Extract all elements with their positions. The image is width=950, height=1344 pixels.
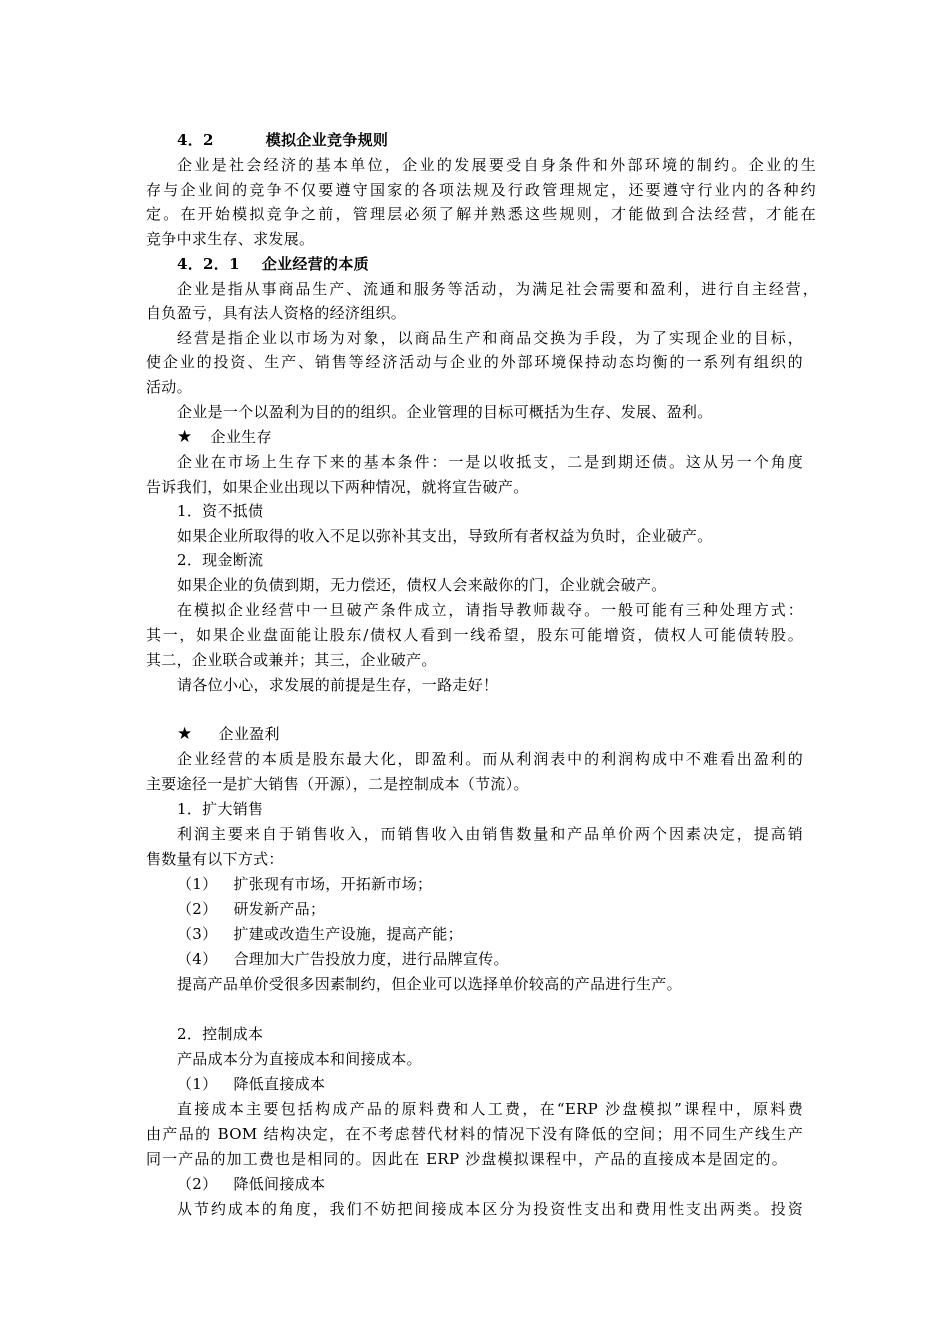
list-heading: 2．现金断流	[177, 551, 264, 569]
list-heading: 1．扩大销售	[177, 800, 264, 818]
paragraph-line: 企业是指从事商品生产、流通和服务等活动，为满足社会需要和盈利，进行自主经营，	[177, 280, 818, 298]
paragraph-line: 活动。	[146, 378, 192, 396]
paragraph-line: 由产品的 BOM 结构决定，在不考虑替代材料的情况下没有降低的空间；用不同生产线生产	[146, 1125, 803, 1143]
star-icon: ★	[177, 724, 193, 744]
list-item: （1） 扩张现有市场，开拓新市场；	[177, 875, 433, 893]
survival-heading	[177, 427, 272, 447]
paragraph-line: 使企业的投资、生产、销售等经济活动与企业的外部环境保持动态均衡的一系列有组织的	[146, 353, 803, 371]
star-icon: ★	[177, 427, 193, 447]
section-title: 模拟企业竞争规则	[265, 131, 389, 149]
paragraph-line: 直接成本主要包括构成产品的原料费和人工费，在“ERP 沙盘模拟”课程中，原料费	[177, 1100, 803, 1118]
profit-title: 企业盈利	[218, 725, 280, 743]
paragraph-line: 同一产品的加工费也是相同的。因此在 ERP 沙盘模拟课程中，产品的直接成本是固定的。	[146, 1150, 787, 1168]
paragraph-line: 利润主要来自于销售收入，而销售收入由销售数量和产品单价两个因素决定，提高销	[177, 825, 803, 843]
paragraph-line: 自负盈亏，具有法人资格的经济组织。	[146, 304, 407, 322]
paragraph-line: 如果企业所取得的收入不足以弥补其支出，导致所有者权益为负时，企业破产。	[177, 527, 713, 545]
survival-title: 企业生存	[210, 428, 272, 446]
list-item: （2） 降低间接成本	[177, 1175, 326, 1193]
list-heading: 1．资不抵债	[177, 502, 264, 520]
paragraph-line: 其一，如果企业盘面能让股东/债权人看到一线希望，股东可能增资，债权人可能债转股。	[146, 626, 803, 644]
list-item: （3） 扩建或改造生产设施，提高产能；	[177, 925, 463, 943]
subsection-title: 企业经营的本质	[261, 255, 369, 273]
paragraph-line: 主要途径一是扩大销售（开源），二是控制成本（节流）。	[146, 775, 529, 793]
paragraph-line: 请各位小心，求发展的前提是生存，一路走好！	[177, 676, 499, 694]
paragraph-line: 如果企业的负债到期，无力偿还，债权人会来敲你的门，企业就会破产。	[177, 576, 667, 594]
paragraph-line: 存与企业间的竞争不仅要遵守国家的各项法规及行政管理规定，还要遵守行业内的各种约	[146, 181, 816, 199]
paragraph-line: 企业是一个以盈利为目的的组织。企业管理的目标可概括为生存、发展、盈利。	[177, 403, 713, 421]
section-heading	[177, 130, 388, 150]
paragraph-line: 企业在市场上生存下来的基本条件：一是以收抵支，二是到期还债。这从另一个角度	[177, 453, 803, 471]
list-item: （4） 合理加大广告投放力度，进行品牌宣传。	[177, 950, 509, 968]
paragraph-line: 其二，企业联合或兼并；其三，企业破产。	[146, 651, 437, 669]
paragraph-line: 企业经营的本质是股东最大化，即盈利。而从利润表中的利润构成中不难看出盈利的	[177, 750, 803, 768]
paragraph-line: 从节约成本的角度，我们不妨把间接成本区分为投资性支出和费用性支出两类。投资	[177, 1200, 803, 1218]
paragraph-line: 告诉我们，如果企业出现以下两种情况，就将宣告破产。	[146, 478, 529, 496]
paragraph-line: 竞争中求生存、求发展。	[146, 230, 315, 248]
section-number: 4．2	[177, 131, 214, 149]
list-item: （2） 研发新产品；	[177, 900, 326, 918]
paragraph-line: 在模拟企业经营中一旦破产条件成立，请指导教师裁夺。一般可能有三种处理方式：	[177, 601, 803, 619]
subsection-number: 4．2．1	[177, 255, 240, 273]
paragraph-line: 提高产品单价受很多因素制约，但企业可以选择单价较高的产品进行生产。	[177, 975, 682, 993]
paragraph-line: 产品成本分为直接成本和间接成本。	[177, 1050, 422, 1068]
subsection-heading	[177, 254, 369, 274]
paragraph-line: 定。在开始模拟竞争之前，管理层必须了解并熟悉这些规则，才能做到合法经营，才能在	[146, 205, 816, 223]
paragraph-line: 经营是指企业以市场为对象，以商品生产和商品交换为手段，为了实现企业的目标，	[177, 329, 803, 347]
list-item: （1） 降低直接成本	[177, 1075, 326, 1093]
paragraph-line: 售数量有以下方式：	[146, 850, 284, 868]
paragraph-line: 企业是社会经济的基本单位，企业的发展要受自身条件和外部环境的制约。企业的生	[177, 156, 816, 174]
profit-heading	[177, 724, 280, 744]
list-heading: 2．控制成本	[177, 1025, 264, 1043]
